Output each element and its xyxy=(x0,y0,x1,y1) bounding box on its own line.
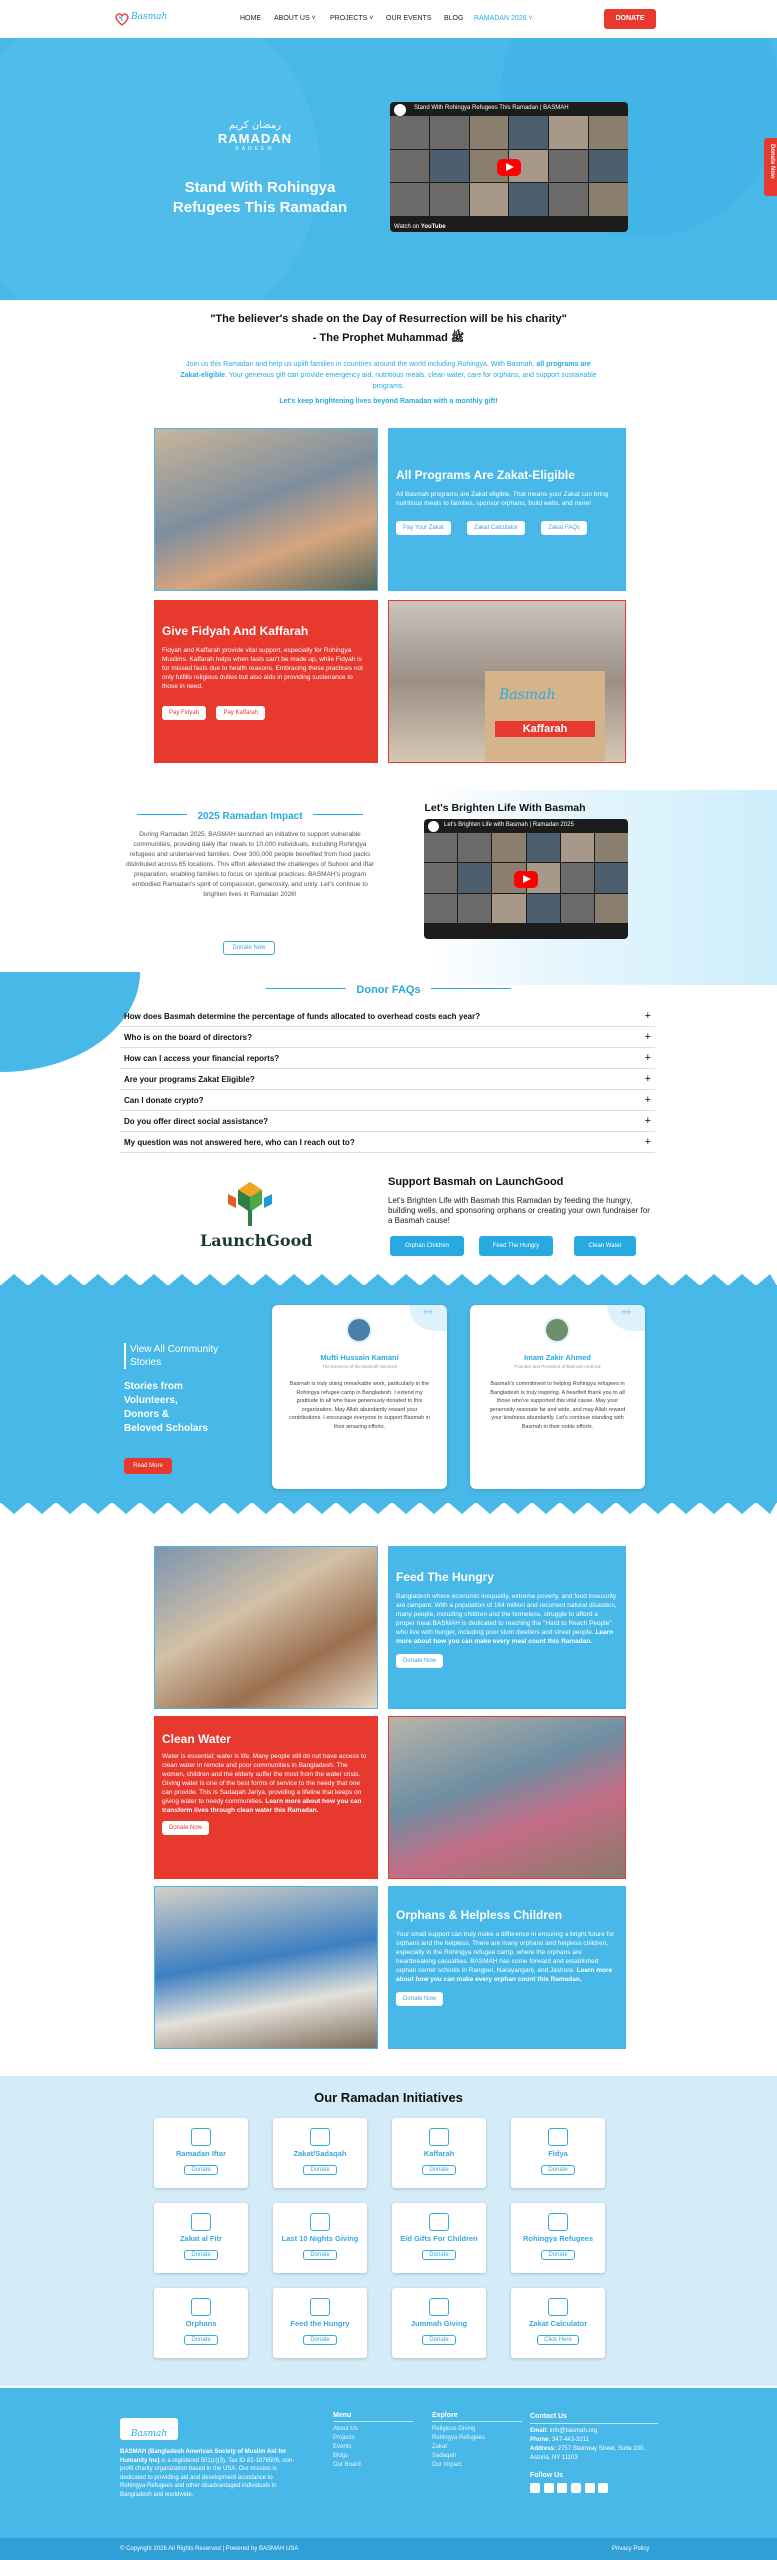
initiative-card[interactable] xyxy=(392,2203,486,2273)
quote-icon: ”” xyxy=(607,1305,645,1331)
testimonial-name: Mufti Hussain Kamani xyxy=(320,1353,399,1362)
faq-item[interactable]: Do you offer direct social assistance? + xyxy=(120,1112,655,1132)
footer-link[interactable]: Rohingya Refugees xyxy=(432,2435,485,2441)
zakat-icon xyxy=(310,2128,330,2146)
orphan-children-button[interactable]: Orphan Children xyxy=(390,1236,464,1256)
calculator-icon xyxy=(548,2298,568,2316)
iftar-icon xyxy=(191,2128,211,2146)
quote-attribution: - The Prophet Muhammad ﷺ xyxy=(312,332,465,344)
initiative-label: Kaffarah xyxy=(423,2149,455,2158)
launchgood-logo: LaunchGood xyxy=(200,1180,300,1250)
testimonial-text: Basmah's commitment to helping Rohingya refugees in Bangladesh is truly inspiring. A heartfelt thank you to all those who've supported this vital cause. May your generosity resonate far and wide, and may Allah reward your kindness abundantly. Let's continue standing with Basmah in their noble efforts. xyxy=(489,1381,626,1430)
initiative-donate-button[interactable]: Donate xyxy=(184,2165,217,2175)
impact-video-title: Let's Brighten Life with Basmah | Ramadan 2025 xyxy=(444,822,574,828)
food-icon xyxy=(310,2298,330,2316)
initiative-card[interactable] xyxy=(273,2118,367,2188)
monthly-gift-text: Let's keep brightening lives beyond Ramadan with a monthly gift! xyxy=(279,398,498,405)
facebook-icon[interactable] xyxy=(530,2483,540,2493)
impact-donate-button[interactable]: Donate Now xyxy=(223,941,275,955)
footer-link[interactable]: Projects xyxy=(333,2435,355,2441)
logo-kareem: KAREEM xyxy=(235,146,275,152)
footer-logo[interactable]: Basmah xyxy=(120,2418,178,2440)
nav-ramadan[interactable]: RAMADAN 2026 ˅ xyxy=(474,15,533,22)
quote-body: Join us this Ramadan and help us uplift families in countries around the world including Rohingya. With Basmah, all programs are Zakat-eligible. Your generous gift can provide emergency aid, nutritious meals, clean water, care for orphans, and support sustainable programs. xyxy=(180,361,597,390)
footer-bottom-bar xyxy=(0,2538,777,2560)
hadith-quote xyxy=(100,313,677,405)
launchgood-tree-icon xyxy=(222,1180,278,1228)
testimonial-role: The Essence of the Basmah Services xyxy=(321,1364,398,1369)
instagram-icon[interactable] xyxy=(557,2483,567,2493)
pay-kaffarah-button[interactable]: Pay Kaffarah xyxy=(216,706,265,720)
footer-link[interactable]: Our Impact xyxy=(432,2462,462,2468)
mosque-icon xyxy=(429,2298,449,2316)
footer-link[interactable]: Our Board xyxy=(333,2462,361,2468)
fidyah-card-title: Give Fidyah And Kaffarah xyxy=(162,624,309,638)
footer-link[interactable]: Blogs xyxy=(333,2453,349,2459)
footer-contact: Contact Us Email: info@basmah.org Phone: 347-443-3211 Address: 2757 Steinway Street, Suite 200, Astoria, NY 11103 Follow Us xyxy=(530,2412,658,2497)
faq-background-curve xyxy=(0,972,140,1072)
initiative-card[interactable] xyxy=(392,2118,486,2188)
initiative-card[interactable] xyxy=(511,2118,605,2188)
footer-email[interactable]: info@basmah.org xyxy=(549,2428,598,2434)
program-title: Clean Water xyxy=(162,1732,231,1746)
fidyah-kaffarah-card xyxy=(154,600,378,763)
zakat-calculator-button[interactable]: Zakat Calculator xyxy=(467,521,525,535)
video-title: Stand With Rohingya Refugees This Ramadan | BASMAH xyxy=(414,105,569,111)
top-navbar xyxy=(0,0,777,38)
faq-item[interactable]: How can I access your financial reports? + xyxy=(120,1049,655,1069)
logo-heart-icon xyxy=(114,11,130,27)
nav-events[interactable]: OUR EVENTS xyxy=(386,15,432,22)
faq-item[interactable]: My question was not answered here, who can I reach out to? + xyxy=(120,1133,655,1153)
program-body: Your small support can truly make a difference in ensuring a bright future for orphans and the helpless. There are many orphans and helpless children, especially in the Rohingya refugee camp, where the orphans are heartbreaking casualties. BASMAH has come forward and established orphan center schools in Rangpur, Narayanganj, and Jashore. Learn more about how you can make every orphan count this Ramadan. xyxy=(396,1931,615,1983)
testimonial-role: Founder and President of Basmah America xyxy=(514,1364,601,1369)
footer-link[interactable]: About Us xyxy=(333,2426,358,2432)
plus-icon[interactable]: + xyxy=(644,1052,651,1064)
food-box xyxy=(485,671,605,761)
initiative-label: Rohingya Refugees xyxy=(522,2234,593,2243)
testimonial-card xyxy=(470,1305,645,1489)
program-donate-button[interactable]: Donate Now xyxy=(396,1654,443,1668)
children-photo xyxy=(154,428,378,591)
social-icons xyxy=(530,2483,658,2497)
logo-arabic: رمضان كريم xyxy=(228,120,282,131)
program-body: Bangladesh where economic inequality, extreme poverty, and food insecurity are rampant. With a population of 164 million and recurrent natural disasters, many people, including children and the homeless, struggle to afford a proper meal.BASMAH is dedicated to reaching the "Hard to Reach People" who live with hunger, including poor slum dwellers and street people. Learn more about how you can make every meal count this Ramadan. xyxy=(396,1593,617,1645)
feed-hungry-card xyxy=(388,1546,626,1709)
initiative-card[interactable] xyxy=(154,2288,248,2358)
initiative-label: Fidya xyxy=(548,2149,568,2158)
faq-title: Donor FAQs xyxy=(230,980,547,998)
testimonial-name: Imam Zakir Ahmed xyxy=(524,1353,591,1362)
nav-about[interactable]: ABOUT US ˅ xyxy=(274,15,316,22)
program-body: Water is essential; water is life. Many people still do not have access to clean water in remote and poor communities in Bangladesh. The women, children and the elderly suffer the most from the water crisis. Giving water is one of the best forms of service to the needy that one can provide. This is Sadaqah Jariya, providing a lifeline that keeps on giving water to needy communities. Learn more about how you can transform lives through clean water this Ramadan. xyxy=(162,1753,367,1814)
watch-on-youtube[interactable]: Watch on YouTube xyxy=(394,224,446,230)
zakat-eligible-card xyxy=(388,428,626,591)
impact-body: During Ramadan 2025, BASMAH launched an initiative to support vulnerable communities, providing daily iftar meals to 10,000 individuals, including Rohingya refugees and underserved families. Over 300,000 people benefited from food packs distributed across 65 locations. This effort alleviated the challenges of Suhoor and iftar preparation, enabling families to focus on spiritual practices. BASMAH's program embodied Ramadan's spirit of compassion, generosity, and unity. Let's continue to brighten lives in Ramadan 2026! xyxy=(126,831,374,898)
footer-link[interactable]: Zakat xyxy=(432,2444,448,2450)
footer-link[interactable]: Religious Giving xyxy=(432,2426,476,2432)
copyright: © Copyright 2026 All Rights Reserved | Powered by BASMAH USA xyxy=(120,2546,299,2552)
channel-avatar xyxy=(428,821,439,832)
footer-link[interactable]: Events xyxy=(333,2444,352,2450)
initiative-label: Last 10 Nights Giving xyxy=(281,2234,359,2243)
logo-text: Basmah xyxy=(131,12,168,22)
initiative-card[interactable] xyxy=(511,2288,605,2358)
footer-menu: Menu About Us Projects Events Blogs Our Board xyxy=(333,2412,413,2470)
donate-now-side-tab[interactable]: Donate Now xyxy=(764,138,777,196)
impact-section xyxy=(0,790,777,985)
ramadan-kareem-logo xyxy=(205,120,305,152)
initiative-card[interactable] xyxy=(154,2118,248,2188)
read-more-button[interactable]: Read More xyxy=(124,1458,172,1474)
feed-hungry-photo xyxy=(154,1546,378,1709)
footer-link[interactable]: Sadaqah xyxy=(432,2453,457,2459)
quote-line: "The believer's shade on the Day of Resurrection will be his charity" xyxy=(210,313,567,325)
footer-phone[interactable]: 347-443-3211 xyxy=(552,2437,589,2443)
impact-title: 2025 Ramadan Impact xyxy=(130,806,370,824)
initiative-donate-button[interactable]: Donate xyxy=(303,2250,336,2260)
fitr-icon xyxy=(191,2213,211,2231)
hero-banner xyxy=(0,38,777,300)
faq-item[interactable]: Are your programs Zakat Eligible? + xyxy=(120,1070,655,1090)
launchgood-body: Let's Brighten Life with Basmah this Ramadan by feeding the hungry, building wells, and sponsoring orphans or creating your own fundraiser for a Basmah cause! xyxy=(388,1196,650,1225)
clean-water-photo xyxy=(388,1716,626,1879)
initiatives-section xyxy=(0,2076,777,2386)
nav-home[interactable]: HOME xyxy=(240,15,261,22)
box-logo: Basmah xyxy=(499,687,556,703)
impact-video-player[interactable] xyxy=(424,819,628,939)
brighten-life-heading: Let's Brighten Life With Basmah xyxy=(424,802,586,814)
initiative-card[interactable] xyxy=(511,2203,605,2273)
donate-button[interactable]: DONATE xyxy=(604,9,656,29)
initiative-donate-button[interactable]: Donate xyxy=(541,2250,574,2260)
plus-icon[interactable]: + xyxy=(644,1094,651,1106)
clean-water-card xyxy=(154,1716,378,1879)
pay-fidyah-button[interactable]: Pay Fidyah xyxy=(162,706,206,720)
zakat-faqs-button[interactable]: Zakat FAQs xyxy=(541,521,587,535)
program-donate-button[interactable]: Donate Now xyxy=(396,1992,443,2006)
hero-headline: Stand With Rohingya Refugees This Ramadan xyxy=(172,179,348,216)
fidyah-card-body: Fidyah and Kaffarah provide vital support, especially for Rohingya Muslims. Kaffarah helps when fasts can't be made up, while Fidyah is for missed fasts due to health reasons. Embracing these practices not only fulfills religious duties but also aids in providing sustenance to those in need. xyxy=(162,647,363,690)
footer-explore: Explore Religious Giving Rohingya Refugees Zakat Sadaqah Our Impact xyxy=(432,2412,522,2470)
fidya-icon xyxy=(548,2128,568,2146)
initiative-label: Zakat/Sadaqah xyxy=(293,2149,347,2158)
privacy-policy-link[interactable]: Privacy Policy xyxy=(612,2546,650,2552)
initiative-card[interactable] xyxy=(154,2203,248,2273)
initiative-label: Jummah Giving xyxy=(410,2319,468,2328)
orphans-card xyxy=(388,1886,626,2049)
initiative-donate-button[interactable]: Donate xyxy=(303,2165,336,2175)
initiative-donate-button[interactable]: Donate xyxy=(541,2165,574,2175)
gift-icon xyxy=(429,2213,449,2231)
kaffarah-icon xyxy=(429,2128,449,2146)
zigzag-divider-bottom xyxy=(0,1502,777,1516)
footer xyxy=(0,2388,777,2538)
initiative-donate-button[interactable]: Donate xyxy=(422,2335,455,2345)
view-all-stories-link[interactable]: View All Community Stories xyxy=(130,1344,219,1368)
initiative-donate-button[interactable]: Donate xyxy=(303,2335,336,2345)
clean-water-button[interactable]: Clean Water xyxy=(574,1236,636,1256)
program-title: Orphans & Helpless Children xyxy=(396,1908,563,1922)
plus-icon[interactable]: + xyxy=(644,1073,651,1085)
stories-subtitle: Stories from Volunteers, Donors & Beloved Scholars xyxy=(124,1381,208,1434)
program-title: Feed The Hungry xyxy=(396,1570,495,1584)
initiative-donate-button[interactable]: Click Here xyxy=(537,2335,579,2345)
plus-icon[interactable]: + xyxy=(644,1115,651,1127)
initiative-label: Feed the Hungry xyxy=(290,2319,350,2328)
testimonial-card xyxy=(272,1305,447,1489)
refugees-icon xyxy=(548,2213,568,2231)
linkedin-icon[interactable] xyxy=(585,2483,595,2493)
stories-intro xyxy=(124,1343,234,1369)
initiative-label: Zakat al Fitr xyxy=(179,2234,223,2243)
avatar xyxy=(346,1317,372,1343)
footer-address: 2757 Steinway Street, Suite 200, Astoria, NY 11103 xyxy=(530,2446,646,2461)
avatar xyxy=(544,1317,570,1343)
kaffarah-photo xyxy=(388,600,626,763)
launchgood-title: Support Basmah on LaunchGood xyxy=(388,1176,564,1188)
faq-item[interactable]: How does Basmah determine the percentage of funds allocated to overhead costs each year? + xyxy=(120,1007,655,1027)
play-button[interactable] xyxy=(514,871,538,888)
initiative-label: Zakat Calculator xyxy=(528,2319,588,2328)
initiative-card[interactable] xyxy=(273,2288,367,2358)
youtube-icon[interactable] xyxy=(571,2483,581,2493)
pay-zakat-button[interactable]: Pay Your Zakat xyxy=(396,521,451,535)
plus-icon[interactable]: + xyxy=(644,1010,651,1022)
nav-blog[interactable]: BLOG xyxy=(444,15,464,22)
initiative-label: Eid Gifts For Children xyxy=(400,2234,478,2243)
tiktok-icon[interactable] xyxy=(598,2483,608,2493)
initiative-donate-button[interactable]: Donate xyxy=(422,2165,455,2175)
zigzag-divider-top xyxy=(0,1272,777,1286)
box-label: Kaffarah xyxy=(495,721,595,737)
faq-item[interactable]: Can I donate crypto? + xyxy=(120,1091,655,1111)
initiatives-title: Our Ramadan Initiatives xyxy=(314,2090,463,2105)
initiative-card[interactable] xyxy=(392,2288,486,2358)
play-button[interactable] xyxy=(497,159,521,176)
twitter-icon[interactable] xyxy=(544,2483,554,2493)
orphans-photo xyxy=(154,1886,378,2049)
footer-about: BASMAH (Bangladesh American Society of Muslim Aid for Humanity Inc) is a registered 501(c)(3), Tax ID 82-1876506, non-profit charity organization based in the USA. Our mission is dedicated to providing aid and development assistance to Rohingya Refugees and other disadvantaged individuals in Bangladesh and worldwide. xyxy=(120,2449,295,2498)
plus-icon[interactable]: + xyxy=(644,1136,651,1148)
program-donate-button[interactable]: Donate Now xyxy=(162,1821,209,1835)
orphans-icon xyxy=(191,2298,211,2316)
site-logo[interactable] xyxy=(114,9,166,29)
channel-avatar xyxy=(394,104,406,116)
zakat-card-body: All Basmah programs are Zakat eligible. That means your Zakat can bring nutritious meals to families, sponsor orphans, build wells, and more! xyxy=(396,491,609,507)
initiative-donate-button[interactable]: Donate xyxy=(184,2335,217,2345)
initiative-donate-button[interactable]: Donate xyxy=(184,2250,217,2260)
initiative-label: Ramadan Iftar xyxy=(175,2149,226,2158)
hero-video-player[interactable] xyxy=(390,102,628,232)
initiative-card[interactable] xyxy=(273,2203,367,2273)
initiative-donate-button[interactable]: Donate xyxy=(422,2250,455,2260)
initiative-label: Orphans xyxy=(185,2319,217,2328)
nav-projects[interactable]: PROJECTS ˅ xyxy=(330,15,374,22)
feed-hungry-button[interactable]: Feed The Hungry xyxy=(479,1236,553,1256)
hero-background-pattern xyxy=(0,38,777,300)
quote-icon: ”” xyxy=(409,1305,447,1331)
testimonial-text: Basmah is truly doing remarkable work, particularly in the Rohingya refugee camp in Bangladesh. I extend my gratitude to all who have generously donated to this organization. May Allah abundantly reward your contributions. I encourage everyone to support Basmah in their amazing efforts. xyxy=(289,1381,430,1430)
zakat-card-title: All Programs Are Zakat-Eligible xyxy=(396,468,575,482)
faq-item[interactable]: Who is on the board of directors? + xyxy=(120,1028,655,1048)
logo-ramadan: RAMADAN xyxy=(217,131,293,146)
plus-icon[interactable]: + xyxy=(644,1031,651,1043)
nights-icon xyxy=(310,2213,330,2231)
